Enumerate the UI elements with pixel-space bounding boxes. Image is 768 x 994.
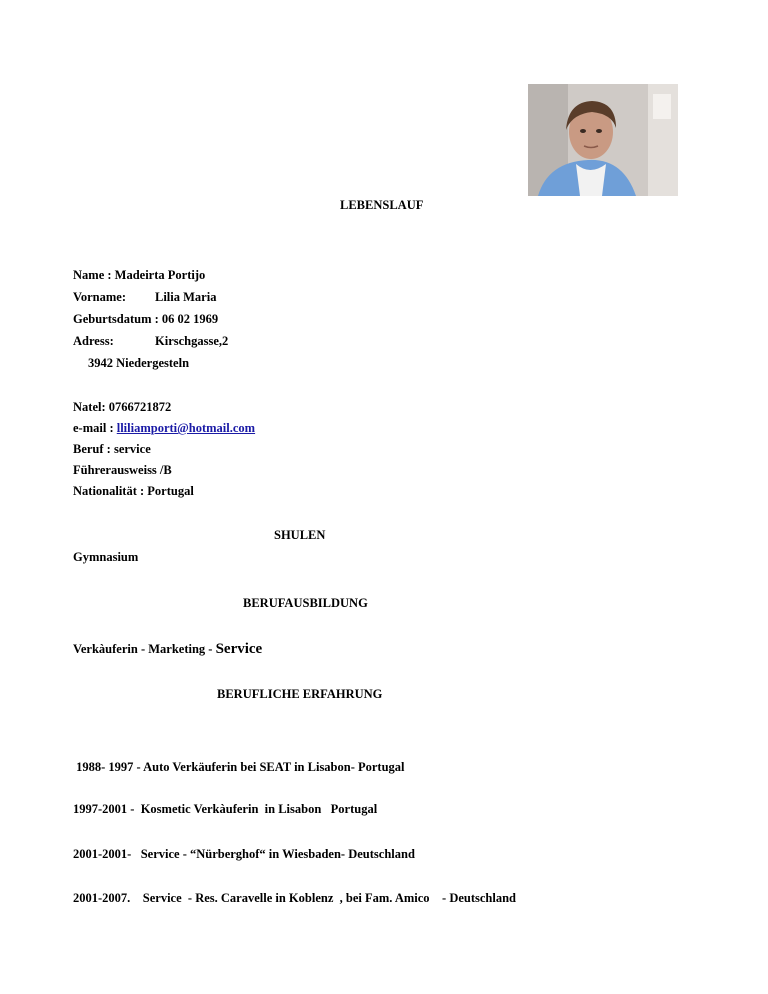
berufsausbildung-item-prefix: Verkàuferin - Marketing - <box>73 642 213 656</box>
email-line <box>73 421 255 435</box>
berufsausbildung-item <box>73 642 262 656</box>
schulen-heading: SHULEN <box>274 528 326 542</box>
erfahrung-heading: BERUFLICHE ERFAHRUNG <box>217 687 383 701</box>
nationalitaet: Nationalität : Portugal <box>73 484 194 498</box>
erfahrung-item: 1988- 1997 - Auto Verkäuferin bei SEAT in Lisabon- Portugal <box>73 760 405 774</box>
beruf: Beruf : service <box>73 442 151 456</box>
email-label: e-mail : <box>73 421 114 435</box>
fuehrerausweis: Führerausweiss /B <box>73 463 172 477</box>
berufsausbildung-heading: BERUFAUSBILDUNG <box>243 596 368 610</box>
name-value: Madeirta Portijo <box>114 268 206 282</box>
erfahrung-item: 1997-2001 - Kosmetic Verkàuferin in Lisabon Portugal <box>73 802 378 816</box>
schulen-item: Gymnasium <box>73 550 139 564</box>
erfahrung-item: 2001-2007. Service - Res. Caravelle in Koblenz , bei Fam. Amico - Deutschland <box>73 891 517 905</box>
ort: 3942 Niedergesteln <box>88 356 190 370</box>
page-title: LEBENSLAUF <box>340 198 424 212</box>
name-label: Name : <box>73 268 112 282</box>
berufsausbildung-item-last: Service <box>215 641 263 657</box>
adress-label: Adress: <box>73 334 114 348</box>
erfahrung-item: 2001-2001- Service - “Nürberghof“ in Wiesbaden- Deutschland <box>73 847 415 861</box>
natel: Natel: 0766721872 <box>73 400 172 414</box>
geburtsdatum: Geburtsdatum : 06 02 1969 <box>73 312 219 326</box>
adress-value: Kirschgasse,2 <box>155 334 229 348</box>
portrait-photo-icon <box>528 84 678 196</box>
vorname-value: Lilia Maria <box>155 290 217 304</box>
email-link[interactable]: lliliamporti@hotmail.com <box>116 421 256 435</box>
name-line <box>73 268 205 282</box>
vorname-label: Vorname: <box>73 290 127 304</box>
